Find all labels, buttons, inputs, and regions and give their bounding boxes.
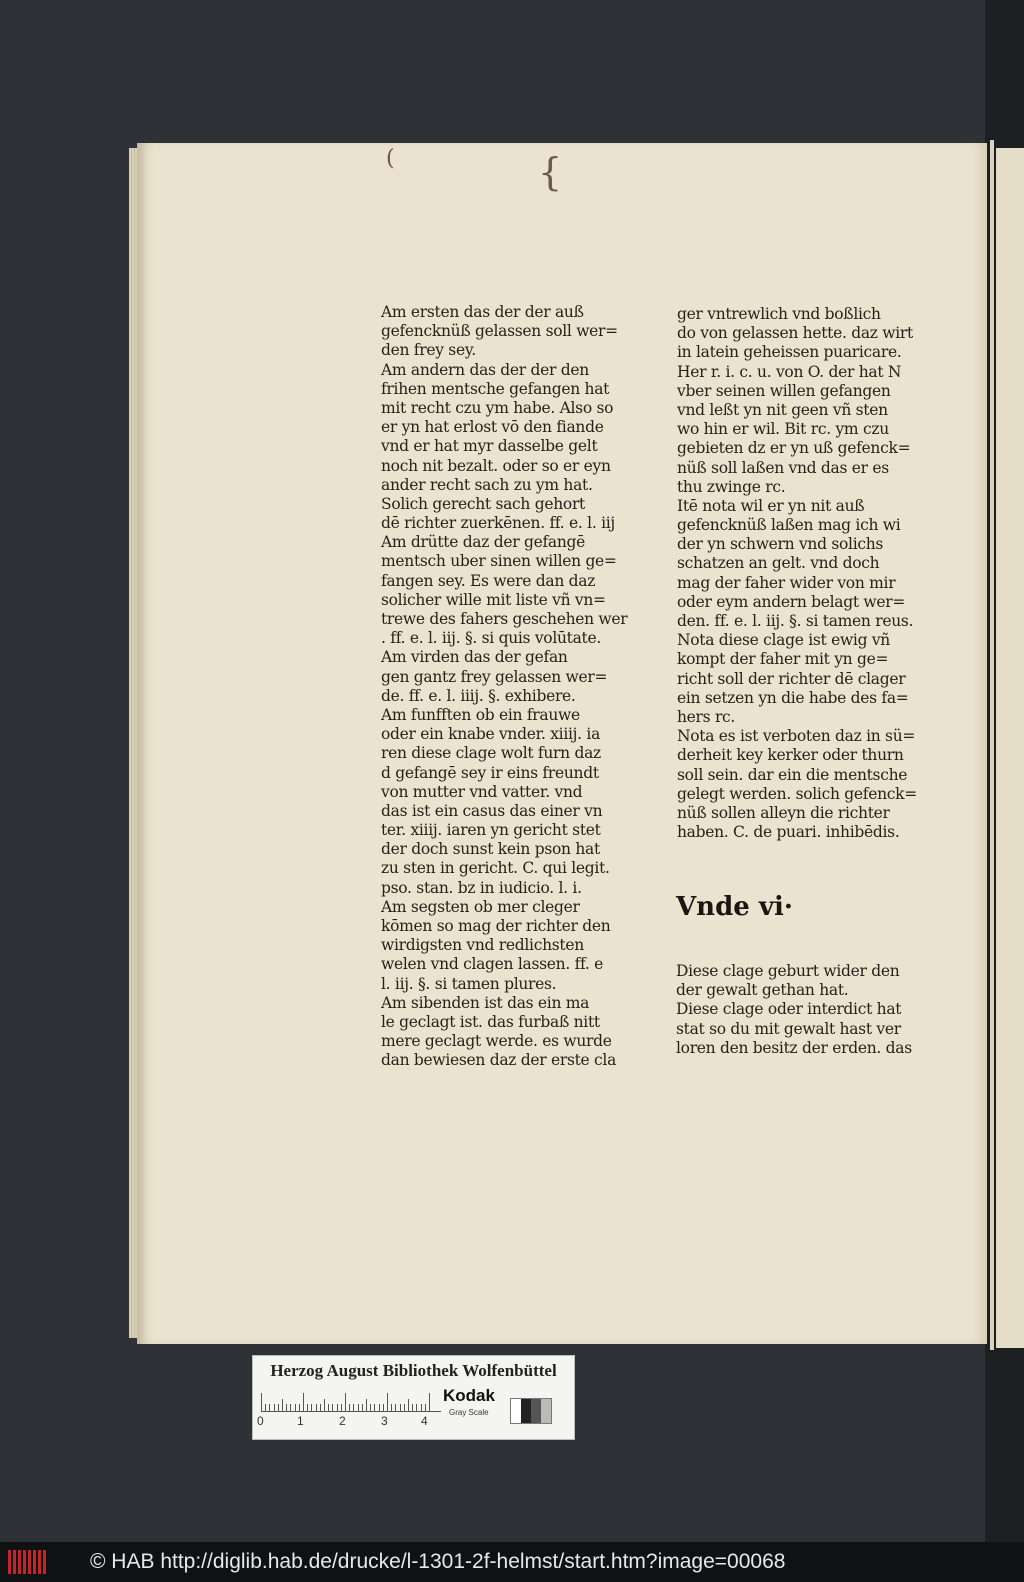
text-line: Nota es ist verboten daz in sü= <box>677 727 916 746</box>
ruler-tick <box>320 1404 321 1411</box>
ruler-tick <box>341 1404 342 1411</box>
text-line: nüß sollen alleyn die richter <box>677 803 890 822</box>
gray-scale-strip <box>510 1398 552 1424</box>
ruler-tick <box>269 1404 270 1411</box>
ruler-tick <box>408 1399 409 1411</box>
text-line: den frey sey. <box>381 341 476 360</box>
text-line: Diese clage geburt wider den <box>676 962 900 980</box>
text-line: soll sein. dar ein die mentsche <box>677 765 908 784</box>
text-line: Am sibenden ist das ein ma <box>381 993 590 1012</box>
ruler-tick <box>362 1404 363 1411</box>
ink-mark: ( <box>386 146 395 171</box>
ruler-tick <box>387 1393 388 1411</box>
ink-mark: { <box>538 150 563 194</box>
ruler-tick <box>337 1404 338 1411</box>
ruler-number: 3 <box>381 1414 388 1428</box>
ruler-tick <box>391 1404 392 1411</box>
text-line: der yn schwern vnd solichs <box>677 535 884 554</box>
text-line: der gewalt gethan hat. <box>676 981 849 1000</box>
text-line: Itē nota wil er yn nit auß <box>677 496 865 515</box>
text-line: wo hin er wil. Bit rc. ym czu <box>677 420 889 439</box>
ruler-tick <box>370 1404 371 1411</box>
spine-edge <box>990 140 994 1350</box>
text-line: nüß soll laßen vnd das er es <box>677 458 889 477</box>
library-name: Herzog August Bibliothek Wolfenbüttel <box>270 1361 557 1380</box>
text-line: gelegt werden. solich gefenck= <box>677 784 917 803</box>
ruler-tick <box>404 1404 405 1411</box>
ruler-tick <box>299 1404 300 1411</box>
ruler-tick <box>332 1404 333 1411</box>
text-line: vber seinen willen gefangen <box>677 381 891 400</box>
text-line: oder ein knabe vnder. xiiij. ia <box>381 725 601 744</box>
text-line: trewe des fahers geschehen wer <box>381 610 628 628</box>
text-line: in latein geheissen puaricare. <box>677 343 902 362</box>
text-line: hers rc. <box>677 707 736 726</box>
ruler-tick <box>349 1404 350 1411</box>
text-line: haben. C. de puari. inhibēdis. <box>677 823 900 842</box>
text-line: welen vnd clagen lassen. ff. e <box>381 955 604 974</box>
ruler-tick <box>429 1393 430 1411</box>
ruler-tick <box>366 1399 367 1411</box>
text-line: thu zwinge rc. <box>677 477 786 496</box>
text-line: Nota diese clage ist ewig vñ <box>677 631 890 650</box>
ruler-tick <box>345 1393 346 1411</box>
text-line: Solich gerecht sach gehort <box>381 494 585 513</box>
ruler-tick <box>328 1404 329 1411</box>
text-line: vnd er hat myr dasselbe gelt <box>381 437 598 456</box>
text-column-left <box>381 303 627 1071</box>
text-line: Am ersten das der der auß <box>381 303 584 321</box>
text-column-lower-right <box>676 962 912 1058</box>
ruler-tick <box>416 1404 417 1411</box>
text-line: wirdigsten vnd redlichsten <box>381 936 584 955</box>
text-line: er yn hat erlost vō den fiande <box>381 418 604 437</box>
footer-bar <box>0 1542 1024 1582</box>
ruler-number: 4 <box>421 1414 428 1428</box>
section-heading: Vnde vi· <box>676 892 793 922</box>
text-line: solicher wille mit liste vñ vn= <box>381 590 606 609</box>
ruler-tick <box>374 1404 375 1411</box>
text-line: fangen sey. Es were dan daz <box>381 571 596 590</box>
text-line: zu sten in gericht. C. qui legit. <box>381 859 610 878</box>
text-line: das ist ein casus das einer vn <box>381 801 603 820</box>
text-line: ren diese clage wolt furn daz <box>381 744 601 763</box>
text-line: gefencknüß gelassen soll wer= <box>381 322 618 341</box>
text-line: gefencknüß laßen mag ich wi <box>677 516 901 535</box>
text-line: Am virden das der gefan <box>381 648 568 667</box>
kodak-brand: Kodak <box>443 1386 495 1405</box>
text-line: derheit key kerker oder thurn <box>677 746 904 765</box>
ruler-tick <box>316 1404 317 1411</box>
ruler-tick <box>303 1393 304 1411</box>
ruler-tick <box>383 1404 384 1411</box>
text-line: pso. stan. bz in iudicio. l. i. <box>381 878 582 897</box>
text-line: richt soll der richter dē clager <box>677 669 906 688</box>
text-line: ander recht sach zu ym hat. <box>381 475 593 494</box>
text-line: Am segsten ob mer cleger <box>381 897 580 916</box>
ruler-tick <box>274 1404 275 1411</box>
text-line: mentsch uber sinen willen ge= <box>381 552 617 571</box>
text-line: Am andern das der der den <box>381 360 589 379</box>
hab-logo-icon <box>8 1550 46 1574</box>
text-column-right <box>677 305 917 842</box>
ruler-number: 2 <box>339 1414 346 1428</box>
text-line: oder eym andern belagt wer= <box>677 592 906 611</box>
text-line: vnd leßt yn nit geen vñ sten <box>677 400 888 419</box>
ruler-tick <box>353 1404 354 1411</box>
kodak-subtitle: Gray Scale <box>449 1408 489 1417</box>
ruler-tick <box>295 1404 296 1411</box>
ruler-tick <box>395 1404 396 1411</box>
ruler-tick <box>290 1404 291 1411</box>
ruler-tick <box>265 1404 266 1411</box>
text-line: ger vntrewlich vnd boßlich <box>677 305 881 323</box>
ruler-tick <box>421 1404 422 1411</box>
ruler-tick <box>379 1404 380 1411</box>
text-line: Her r. i. c. u. von O. der hat N <box>677 362 902 381</box>
text-line: dē richter zuerkēnen. ff. e. l. iij <box>381 514 615 533</box>
text-line: von mutter vnd vatter. vnd <box>381 782 583 801</box>
ruler-tick <box>307 1404 308 1411</box>
text-line: d gefangē sey ir eins freundt <box>381 763 599 782</box>
facing-page-edge <box>996 148 1024 1348</box>
text-line: dan bewiesen daz der erste cla <box>381 1051 617 1070</box>
text-line: Am drütte daz der gefangē <box>381 533 586 552</box>
text-line: frihen mentsche gefangen hat <box>381 379 610 398</box>
ruler-tick <box>400 1404 401 1411</box>
ruler-tick <box>324 1399 325 1411</box>
ruler-tick <box>311 1404 312 1411</box>
text-line: mit recht czu ym habe. Also so <box>381 398 614 417</box>
text-line: le geclagt ist. das furbaß nitt <box>381 1012 600 1031</box>
text-line: mag der faher wider von mir <box>677 573 896 592</box>
text-line: stat so du mit gewalt hast ver <box>676 1019 901 1038</box>
text-line: noch nit bezalt. oder so er eyn <box>381 456 611 475</box>
text-line: ein setzen yn die habe des fa= <box>677 688 909 707</box>
ruler-number: 1 <box>297 1414 304 1428</box>
text-line: gebieten dz er yn uß gefenck= <box>677 439 911 458</box>
ruler-tick <box>282 1399 283 1411</box>
text-line: mere geclagt werde. es wurde <box>381 1032 612 1051</box>
text-line: schatzen an gelt. vnd doch <box>677 554 880 573</box>
text-line: der doch sunst kein pson hat <box>381 840 600 859</box>
text-line: Diese clage oder interdict hat <box>676 1000 902 1019</box>
text-line: . ff. e. l. iij. §. si quis volūtate. <box>381 629 601 648</box>
archive-label-card <box>252 1355 575 1440</box>
text-line: l. iij. §. si tamen plures. <box>381 974 557 993</box>
footer-citation: © HAB http://diglib.hab.de/drucke/l-1301-2f-helmst/start.htm?image=00068 <box>90 1550 786 1573</box>
text-line: den. ff. e. l. iij. §. si tamen reus. <box>677 612 914 630</box>
text-line: kompt der faher mit yn ge= <box>677 650 889 669</box>
text-line: loren den besitz der erden. das <box>676 1038 912 1057</box>
text-line: ter. xiiij. iaren yn gericht stet <box>381 821 601 840</box>
ruler-tick <box>425 1404 426 1411</box>
scale-ruler <box>261 1389 441 1412</box>
ruler-tick <box>261 1393 262 1411</box>
text-line: de. ff. e. l. iiij. §. exhibere. <box>381 686 576 705</box>
ruler-number: 0 <box>257 1414 264 1428</box>
ruler-tick <box>278 1404 279 1411</box>
ruler-tick <box>358 1404 359 1411</box>
text-line: gen gantz frey gelassen wer= <box>381 667 608 686</box>
ruler-tick <box>286 1404 287 1411</box>
text-line: do von gelassen hette. daz wirt <box>677 324 913 343</box>
text-line: Am funfften ob ein frauwe <box>381 705 580 724</box>
ruler-tick <box>412 1404 413 1411</box>
text-line: kōmen so mag der richter den <box>381 917 611 935</box>
